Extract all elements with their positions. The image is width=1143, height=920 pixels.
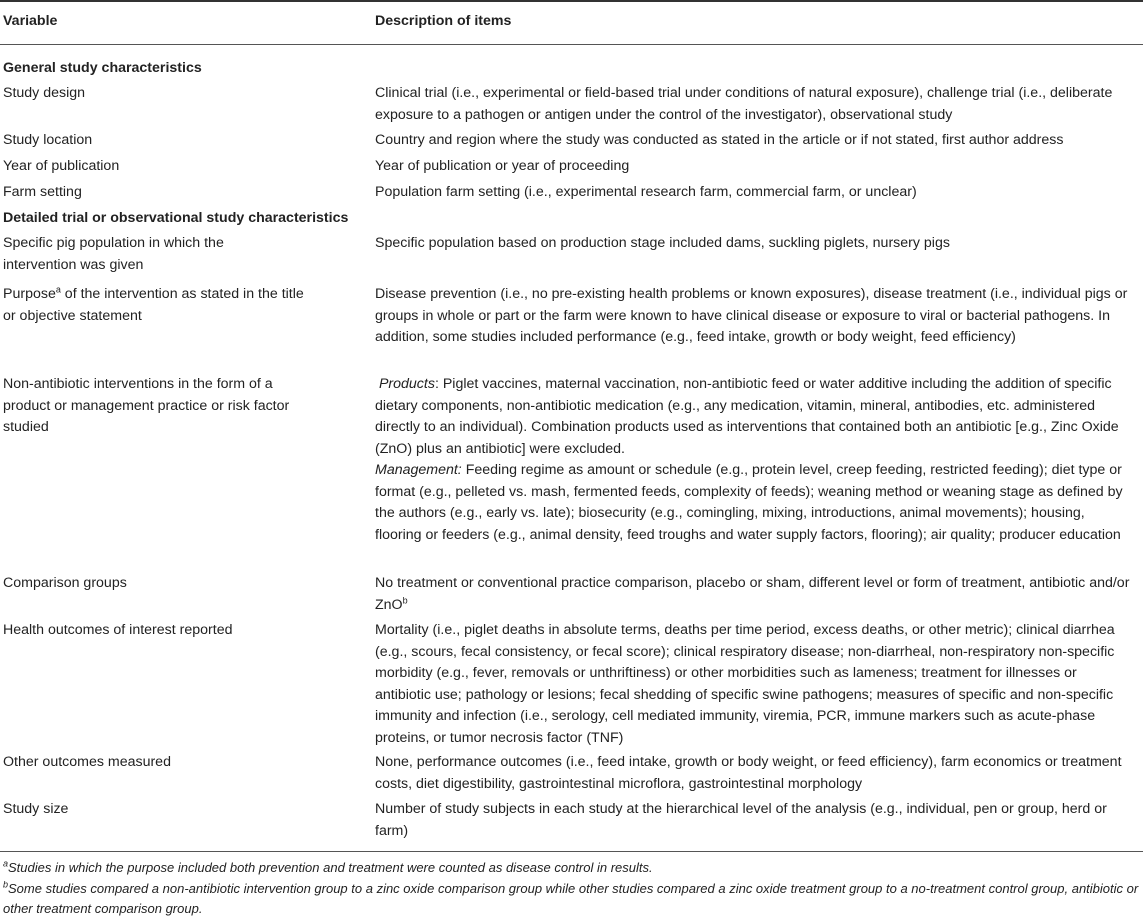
- row-year-variable: Year of publication: [3, 158, 120, 174]
- row-health-description: Mortality (i.e., piglet deaths in absolute terms, deaths per time period, excess deaths, or other metric); clinical diarrhea (e.g., scours, fecal consistency, or fecal score); clinical respiratory disease; non-diarrheal, non-respiratory non-specific morbidity (e.g., fever, removals or unthriftiness) or other morbidities such as lameness; treatment for illnesses or antibiotic use; pathology or lesions; fecal shedding of specific swine pathogens; measures of specific and non-specific immunity and infection (i.e., serology, cell mediated immunity, viremia, PCR, immune markers such as acute-phase proteins, or tumor necrosis factor (TNF): [375, 622, 1115, 746]
- row-other-variable: Other outcomes measured: [3, 754, 171, 770]
- row-other-description: None, performance outcomes (i.e., feed intake, growth or body weight, or feed efficiency), farm economics or treatment costs, diet digestibility, gastrointestinal microflora, gastrointestinal morphology: [375, 754, 1122, 792]
- section-general: General study characteristics: [3, 60, 202, 76]
- purpose-label: Purpose: [3, 286, 56, 302]
- row-interventions-description: [375, 374, 1135, 546]
- row-farm-description: Population farm setting (i.e., experimental research farm, commercial farm, or unclear): [375, 184, 917, 200]
- row-study-design-description: Clinical trial (i.e., experimental or field-based trial under conditions of natural exposure), challenge trial (i.e., deliberate exposure to a pathogen or antigen under the control of the investigator), observational study: [375, 85, 1113, 123]
- footnote-b-mark: b: [3, 879, 9, 890]
- row-population-description: Specific population based on production stage included dams, suckling piglets, nursery pigs: [375, 235, 950, 251]
- footnote-a-marker: a: [55, 284, 61, 295]
- row-study-location-variable: Study location: [3, 132, 93, 148]
- footnote-b: [3, 879, 1141, 919]
- purpose-label-rest: of the intervention as stated in the title or objective statement: [3, 286, 304, 324]
- header-rule: [0, 44, 1143, 45]
- row-comparison-description: [375, 573, 1135, 616]
- row-comparison-variable: Comparison groups: [3, 575, 127, 591]
- products-label: Products: [378, 376, 435, 392]
- footer-rule: [0, 851, 1143, 852]
- row-interventions-variable: Non-antibiotic interventions in the form of a product or management practice or risk factor studied: [3, 376, 290, 435]
- row-health-variable: Health outcomes of interest reported: [3, 622, 233, 638]
- management-label: Management:: [375, 462, 462, 478]
- footnote-a-mark: a: [3, 858, 9, 869]
- footnote-b-marker: b: [402, 594, 408, 605]
- header-variable: Variable: [3, 13, 58, 29]
- row-purpose-description: Disease prevention (i.e., no pre-existing health problems or known exposures), disease treatment (i.e., individual pigs or groups in whole or part or the farm were known to have clinical disease or exposure to viral or bacterial pathogens. In addition, some studies included performance (e.g., feed intake, growth or body weight, feed efficiency): [375, 286, 1128, 345]
- comparison-text: No treatment or conventional practice comparison, placebo or sham, different level or form of treatment, antibiotic and/or ZnO: [375, 575, 1130, 613]
- row-purpose-variable: [3, 284, 313, 327]
- section-detailed: Detailed trial or observational study characteristics: [3, 210, 349, 226]
- footnote-a: [3, 858, 1141, 878]
- products-text: : Piglet vaccines, maternal vaccination, non-antibiotic feed or water additive including the addition of specific dietary components, non-antibiotic medication (e.g., any medication, vitamin, mineral, antibodies, etc. administered directly to an individual). Combination products used as interventions that contained both an antibiotic [e.g., Zinc Oxide (ZnO) plus an antibiotic] were excluded.: [375, 376, 1119, 457]
- products-paragraph: [375, 374, 1135, 460]
- management-text: Feeding regime as amount or schedule (e.g., protein level, creep feeding, restricted feeding); diet type or format (e.g., pelleted vs. mash, fermented feeds, complexity of feeds); weaning method or weaning stage as defined by the authors (e.g., early vs. late); biosecurity (e.g., comingling, mixing, introductions, animal movements); housing, flooring or feeders (e.g., animal density, feed troughs and water supply factors, flooring); air quality; producer education: [375, 462, 1123, 543]
- top-rule: [0, 0, 1143, 2]
- row-size-description: Number of study subjects in each study at the hierarchical level of the analysis (e.g., individual, pen or group, herd or farm): [375, 801, 1107, 839]
- row-year-description: Year of publication or year of proceeding: [375, 158, 630, 174]
- row-population-variable: Specific pig population in which the intervention was given: [3, 235, 224, 273]
- row-size-variable: Study size: [3, 801, 69, 817]
- footnote-b-text: Some studies compared a non-antibiotic intervention group to a zinc oxide comparison group while other studies compared a zinc oxide treatment group to a no-treatment control group, antibiotic or other treatment comparison group.: [3, 881, 1139, 916]
- row-farm-variable: Farm setting: [3, 184, 82, 200]
- row-study-design-variable: Study design: [3, 85, 86, 101]
- row-study-location-description: Country and region where the study was conducted as stated in the article or if not stated, first author address: [375, 132, 1064, 148]
- footnote-a-text: Studies in which the purpose included both prevention and treatment were counted as disease control in results.: [8, 860, 653, 875]
- header-description: Description of items: [375, 13, 512, 29]
- management-paragraph: [375, 460, 1135, 546]
